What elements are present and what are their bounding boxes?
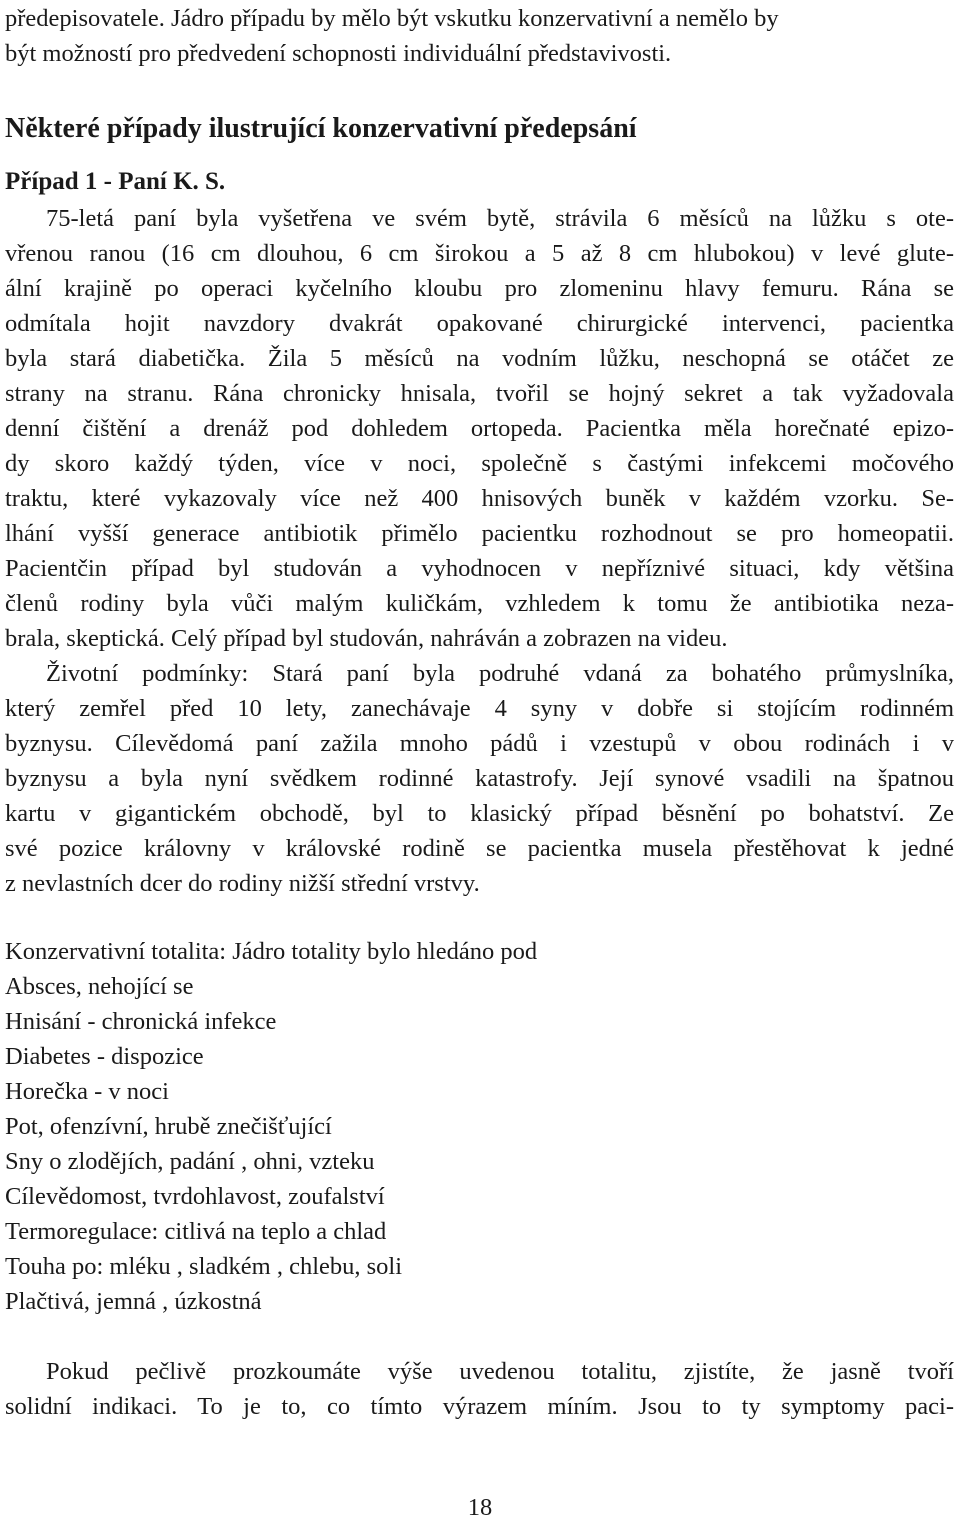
case-line: Pacientčin případ byl studován a vyhodnocen v nepříznivé situaci, kdy většina [5, 555, 954, 582]
life-line: kartu v gigantickém obchodě, byl to klasický případ běsnění po bohatství. Ze [5, 800, 954, 827]
page-number: 18 [467, 1494, 493, 1521]
totality-item: Termoregulace: citlivá na teplo a chlad [5, 1218, 387, 1245]
case-line: ální krajině po operaci kyčelního kloubu pro zlomeninu hlavy femuru. Rána se [5, 275, 954, 302]
totality-item: Sny o zlodějích, padání , ohni, vzteku [5, 1148, 375, 1175]
totality-item: Plačtivá, jemná , úzkostná [5, 1288, 262, 1315]
totality-item: Horečka - v noci [5, 1078, 169, 1105]
totality-title: Konzervativní totalita: Jádro totality bylo hledáno pod [5, 938, 538, 965]
case-line: byla stará diabetička. Žila 5 měsíců na vodním lůžku, neschopná se otáčet ze [5, 345, 954, 372]
case-line: brala, skeptická. Celý případ byl studován, nahráván a zobrazen na videu. [5, 625, 728, 652]
intro-line: předepisovatele. Jádro případu by mělo být vskutku konzervativní a nemělo by [5, 5, 779, 32]
life-line: Životní podmínky: Stará paní byla podruhé vdaná za bohatého průmyslníka, [46, 660, 954, 687]
case-line: členů rodiny byla vůči malým kuličkám, vzhledem k tomu že antibiotika neza- [5, 590, 954, 617]
totality-item: Absces, nehojící se [5, 973, 194, 1000]
intro-line: být možností pro předvedení schopnosti individuální představivosti. [5, 40, 672, 67]
life-line: z nevlastních dcer do rodiny nižší střední vrstvy. [5, 870, 480, 897]
life-line: své pozice královny v královské rodině se pacientka musela přestěhovat k jedné [5, 835, 954, 862]
section-heading: Některé případy ilustrující konzervativní předepsání [5, 113, 637, 144]
case-line: 75-letá paní byla vyšetřena ve svém bytě, strávila 6 měsíců na lůžku s ote- [46, 205, 954, 232]
case-line: odmítala hojit navzdory dvakrát opakované chirurgické intervenci, pacientka [5, 310, 954, 337]
totality-item: Hnisání - chronická infekce [5, 1008, 277, 1035]
life-line: který zemřel před 10 lety, zanechávaje 4 syny v dobře si stojícím rodinném [5, 695, 954, 722]
totality-item: Touha po: mléku , sladkém , chlebu, soli [5, 1253, 403, 1280]
case-line: denní čištění a drenáž pod dohledem ortopeda. Pacientka měla horečnaté epizo- [5, 415, 954, 442]
case-line: strany na stranu. Rána chronicky hnisala, tvořil se hojný sekret a tak vyžadovala [5, 380, 954, 407]
closing-line: solidní indikaci. To je to, co tímto výrazem míním. Jsou to ty symptomy paci- [5, 1393, 954, 1420]
life-line: byznysu a byla nyní svědkem rodinné katastrofy. Její synové vsadili na špatnou [5, 765, 954, 792]
case-line: lhání vyšší generace antibiotik přimělo pacientku rozhodnout se pro homeopatii. [5, 520, 954, 547]
closing-line: Pokud pečlivě prozkoumáte výše uvedenou totalitu, zjistíte, že jasně tvoří [46, 1358, 954, 1385]
case-line: vřenou ranou (16 cm dlouhou, 6 cm širokou a 5 až 8 cm hlubokou) v levé glute- [5, 240, 954, 267]
case-line: dy skoro každý týden, více v noci, společně s častými infekcemi močového [5, 450, 954, 477]
life-line: byznysu. Cílevědomá paní zažila mnoho pádů i vzestupů v obou rodinách i v [5, 730, 954, 757]
case-heading: Případ 1 - Paní K. S. [5, 168, 226, 195]
totality-item: Diabetes - dispozice [5, 1043, 204, 1070]
case-line: traktu, které vykazovaly více než 400 hnisových buněk v každém vzorku. Se- [5, 485, 954, 512]
totality-item: Cílevědomost, tvrdohlavost, zoufalství [5, 1183, 385, 1210]
totality-item: Pot, ofenzívní, hrubě znečišťující [5, 1113, 332, 1140]
